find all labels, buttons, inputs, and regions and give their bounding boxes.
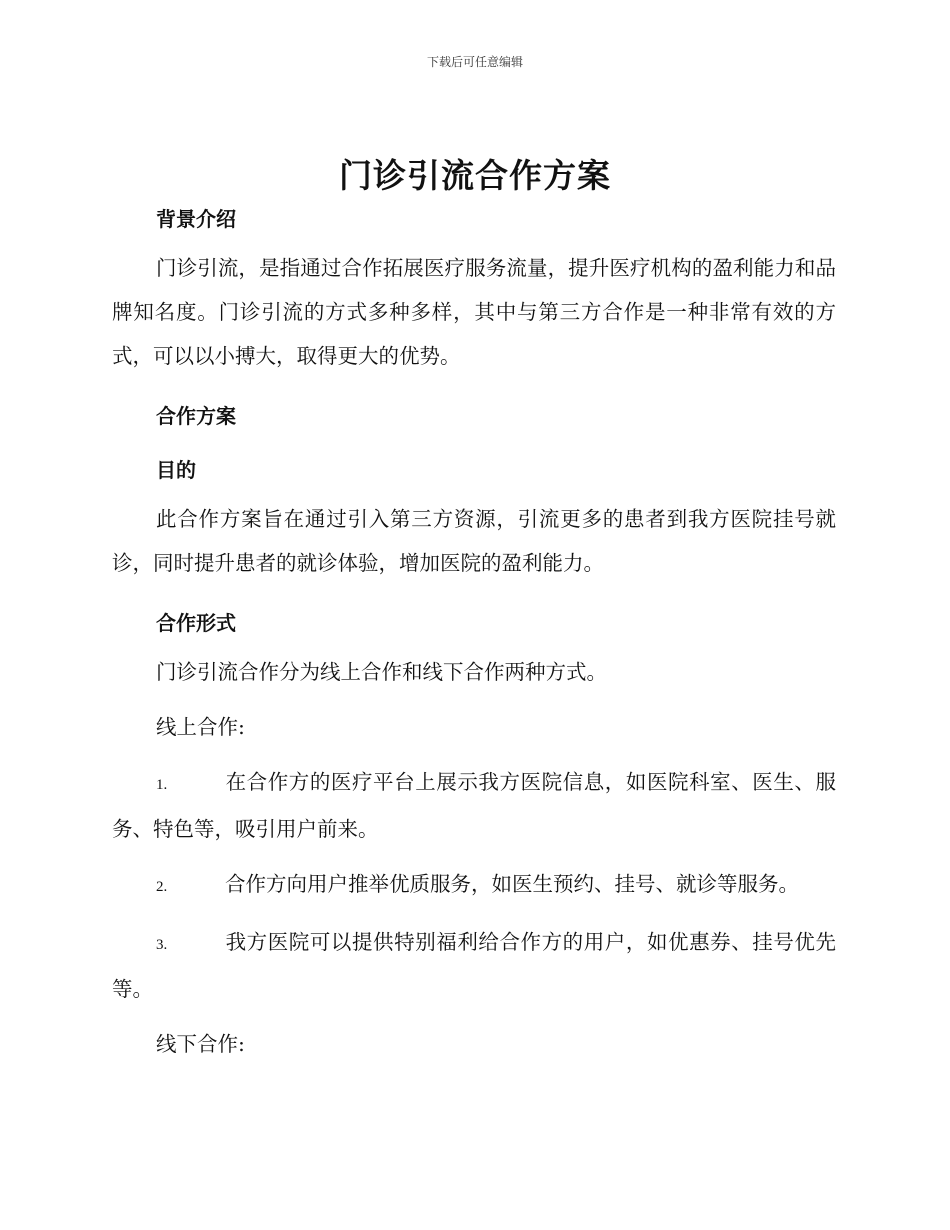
paragraph-form-intro: 门诊引流合作分为线上合作和线下合作两种方式。 xyxy=(156,660,607,684)
heading-plan: 合作方案 xyxy=(156,404,236,428)
list-text: 我方医院可以提供特别福利给合作方的用户，如优惠券、挂号优先等。 xyxy=(112,930,836,1001)
document-body xyxy=(112,203,836,1066)
heading-form: 合作形式 xyxy=(156,611,236,635)
paragraph-purpose: 此合作方案旨在通过引入第三方资源，引流更多的患者到我方医院挂号就诊，同时提升患者的就诊体验，增加医院的盈利能力。 xyxy=(112,507,836,575)
list-item xyxy=(112,760,836,851)
list-text: 合作方向用户推举优质服务，如医生预约、挂号、就诊等服务。 xyxy=(225,872,799,896)
online-label: 线上合作: xyxy=(156,715,245,739)
list-item xyxy=(112,920,836,1011)
paragraph-background: 门诊引流，是指通过合作拓展医疗服务流量，提升医疗机构的盈利能力和品牌知名度。门诊引流的方式多种多样，其中与第三方合作是一种非常有效的方式，可以以小搏大，取得更大的优势。 xyxy=(112,256,836,368)
offline-label: 线下合作: xyxy=(156,1032,245,1056)
heading-purpose: 目的 xyxy=(156,458,196,482)
header-note: 下载后可任意编辑 xyxy=(426,55,523,69)
list-number: 2. xyxy=(156,879,168,895)
document-title: 门诊引流合作方案 xyxy=(339,156,611,195)
list-text: 在合作方的医疗平台上展示我方医院信息，如医院科室、医生、服务、特色等，吸引用户前来。 xyxy=(112,770,836,841)
list-number: 3. xyxy=(156,937,168,953)
list-item xyxy=(112,862,836,909)
heading-background: 背景介绍 xyxy=(156,207,236,231)
list-number: 1. xyxy=(156,777,168,793)
